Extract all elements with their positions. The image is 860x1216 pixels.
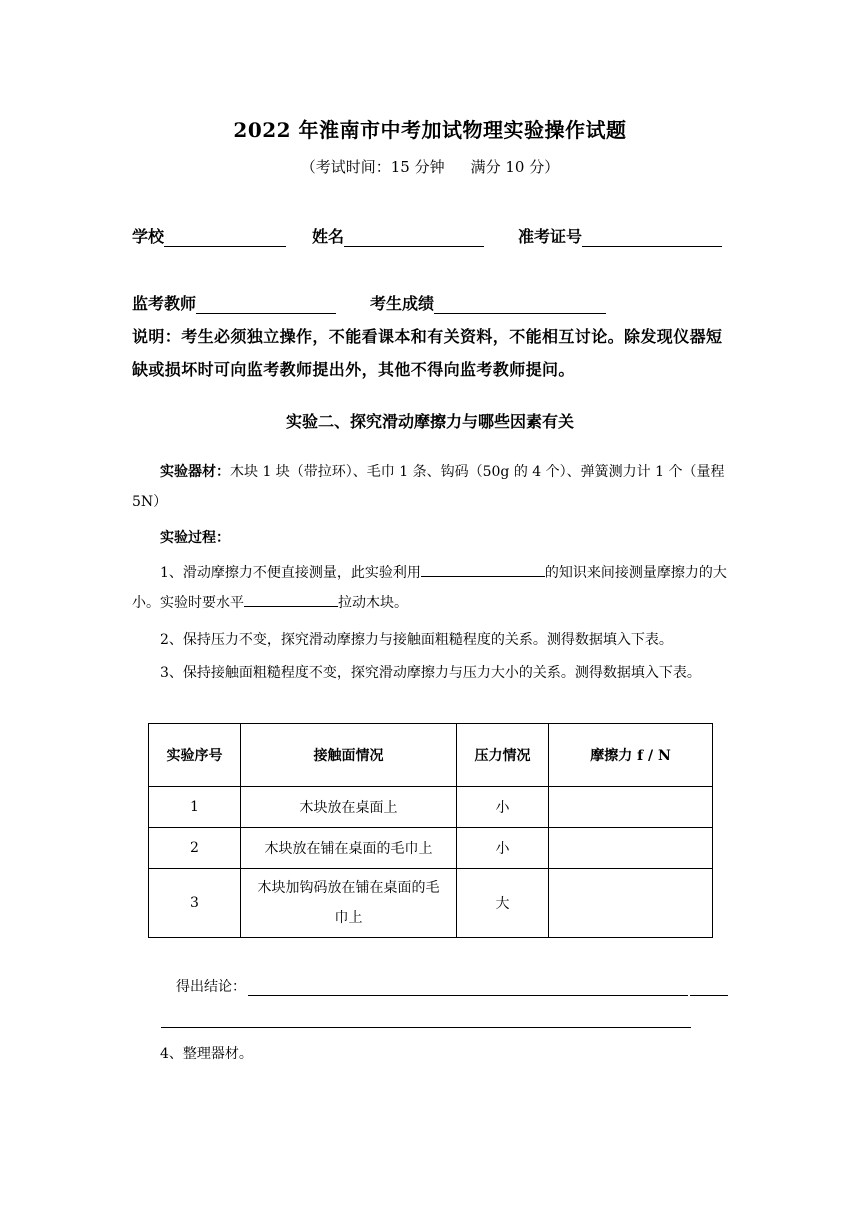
step-4: 4、整理器材。 (160, 1046, 253, 1062)
cell-pressure: 大 (457, 869, 549, 938)
conclusion-row (176, 976, 728, 996)
step3-text: 3、保持接触面粗糙程度不变，探究滑动摩擦力与压力大小的关系。测得数据填入下表。 (160, 665, 701, 681)
table-header-row (149, 724, 713, 787)
step1-part-a: 1、滑动摩擦力不便直接测量，此实验利用 (160, 565, 421, 581)
experiment-title: 实验二、探究滑动摩擦力与哪些因素有关 (285, 412, 574, 431)
cell-pressure: 小 (457, 828, 549, 869)
cell-surface: 木块放在铺在桌面的毛巾上 (241, 828, 457, 869)
conclusion-blank[interactable] (248, 981, 688, 996)
name-field[interactable] (344, 228, 484, 247)
cell-friction-input[interactable] (549, 828, 713, 869)
exam-instructions: 说明：考生必须独立操作，不能看课本和有关资料，不能相互讨论。除发现仪器短缺或损坏时可向监考教师提出外，其他不得向监考教师提问。 (132, 327, 723, 379)
step2-text: 2、保持压力不变，探究滑动摩擦力与接触面粗糙程度的关系。测得数据填入下表。 (160, 632, 673, 648)
cell-surface-line-2: 巾上 (334, 910, 363, 926)
school-label: 学校 (132, 227, 165, 246)
materials-label: 实验器材： (160, 464, 230, 480)
exam-id-label: 准考证号 (518, 227, 583, 246)
cell-pressure: 小 (457, 787, 549, 828)
step1-part-b: 的知识来间接测量摩擦力的大小。实验时要水平 (132, 565, 727, 611)
step1-blank-1[interactable] (421, 561, 545, 577)
step1-blank-2[interactable] (244, 591, 338, 607)
cell-friction-input[interactable] (549, 869, 713, 938)
table-row (149, 869, 713, 938)
score-field[interactable] (434, 295, 606, 314)
process-label: 实验过程： (160, 530, 230, 546)
step-1 (132, 558, 732, 618)
name-label: 姓名 (312, 227, 345, 246)
cell-trial-no: 3 (149, 869, 241, 938)
conclusion-blank-end[interactable] (690, 981, 728, 996)
exam-full-score: 满分 10 分） (470, 158, 560, 176)
exam-subtitle (0, 156, 860, 177)
materials-paragraph (132, 457, 732, 517)
header-friction: 摩擦力 f / N (549, 724, 713, 787)
cell-surface: 木块放在桌面上 (241, 787, 457, 828)
proctor-field[interactable] (196, 295, 336, 314)
materials-text: 木块 1 块（带拉环）、毛巾 1 条、钩码（50g 的 4 个）、弹簧测力计 1 个（量程 5N） (132, 464, 725, 510)
table-row (149, 787, 713, 828)
step-2 (132, 625, 732, 655)
header-pressure: 压力情况 (457, 724, 549, 787)
conclusion-blank-line-2[interactable] (161, 1027, 691, 1028)
cell-friction-input[interactable] (549, 787, 713, 828)
page-title: 2022 年淮南市中考加试物理实验操作试题 (233, 118, 627, 142)
cell-trial-no: 2 (149, 828, 241, 869)
header-surface: 接触面情况 (241, 724, 457, 787)
step1-part-c: 拉动木块。 (338, 595, 408, 611)
cell-trial-no: 1 (149, 787, 241, 828)
student-info-row (132, 224, 722, 247)
proctor-label: 监考教师 (132, 294, 197, 313)
step-3 (132, 658, 752, 688)
conclusion-label: 得出结论： (176, 979, 246, 995)
data-table (148, 723, 713, 938)
cell-surface-line-1: 木块加钩码放在铺在桌面的毛 (257, 880, 440, 896)
cell-surface (241, 869, 457, 938)
table-row (149, 828, 713, 869)
header-trial-no: 实验序号 (149, 724, 241, 787)
school-field[interactable] (164, 228, 286, 247)
exam-id-field[interactable] (582, 228, 722, 247)
score-label: 考生成绩 (370, 294, 435, 313)
process-heading (132, 523, 732, 553)
exam-time: （考试时间：15 分钟 (300, 158, 445, 176)
proctor-info-row (132, 291, 606, 314)
